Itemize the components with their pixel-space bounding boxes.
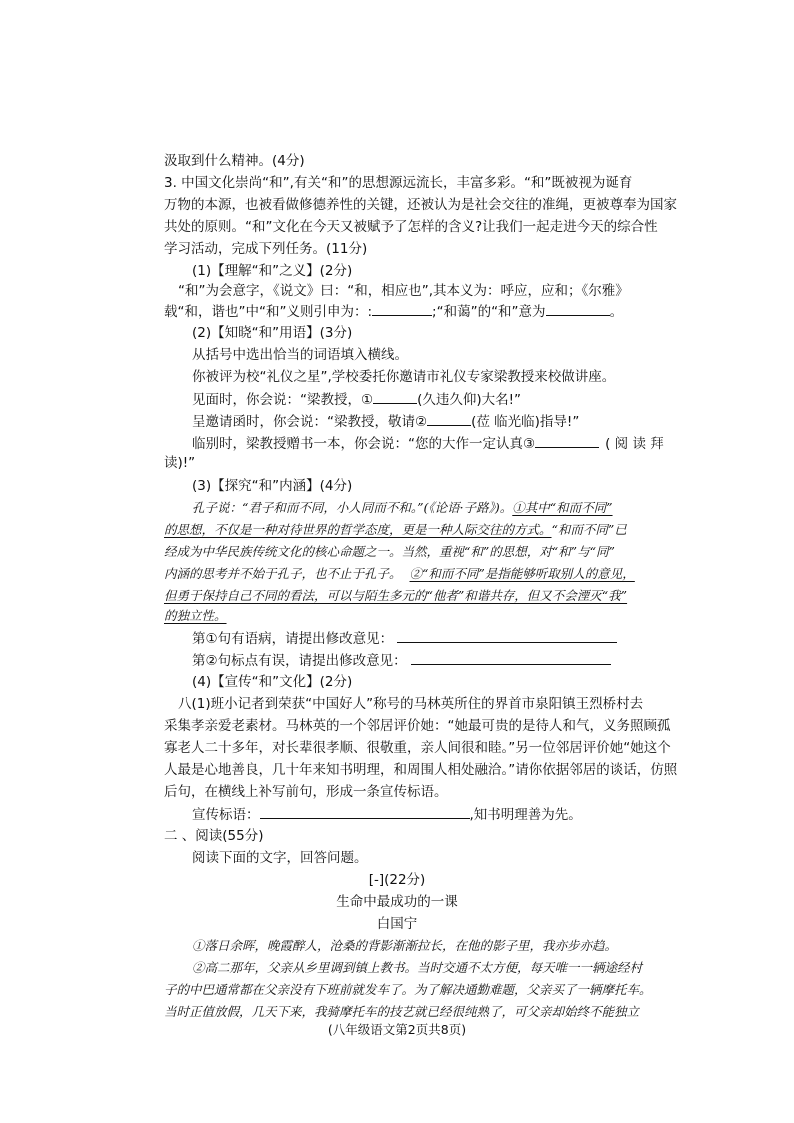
text: 孔子说：“君子和而不同，小人同而不和。”(《论语·子路》)。 [192, 500, 513, 515]
text: (莅 临光临)指导!” [471, 414, 580, 430]
answer-blank[interactable] [427, 411, 471, 426]
line-14 [192, 433, 664, 454]
line-26: 八(1)班小记者到荣获“中国好人”称号的马林英所住的界首市泉阳镇王烈桥村去 [178, 696, 644, 712]
line-23 [192, 628, 617, 649]
sentence-2-underlined: 的独立性。 [164, 608, 227, 623]
text: 。 [609, 304, 624, 320]
line-33: 阅读下面的文字，回答问题。 [192, 850, 368, 866]
text: 第②句标点有误，请提出修改意见： [192, 653, 407, 669]
answer-blank[interactable] [372, 301, 432, 316]
answer-blank[interactable] [260, 804, 470, 819]
sentence-2-underlined: 但勇于保持自己不同的看法，可以与陌生多元的“他者”和谐共存，但又不会湮灭“我” [164, 588, 628, 603]
line-15: 读)!” [164, 455, 196, 471]
passage-title: 生命中最成功的一课 [336, 894, 458, 910]
line-29: 人最是心地善良，几十年来知书明理，和周围人相处融洽。”请你依据邻居的谈话，仿照 [164, 762, 678, 778]
passage-line: 子的中巴通常都在父亲没有下班前就发车了。为了解决通勤难题，父亲买了一辆摩托车。 [164, 982, 652, 997]
sentence-1-underlined: 的思想，不仅是一种对待世界的哲学态度，更是一种人际交往的方式。 [164, 522, 552, 537]
text: (久违久仰)大名!” [417, 392, 522, 408]
passage-author: 白国宁 [376, 916, 418, 932]
passage-line [164, 520, 627, 540]
text: 第①句有语病，请提出修改意见： [192, 631, 394, 647]
answer-blank[interactable] [411, 650, 611, 665]
text: ,知书明理善为先。 [469, 807, 582, 823]
line-07: “和”为会意字，《说文》曰：“和，相应也”,其本义为：呼应，应和；《尔雅》 [178, 283, 629, 299]
passage-line [192, 498, 613, 518]
passage-line: 经成为中华民族传统文化的核心命题之一。当然，重视“和”的思想，对“和”与“同” [164, 544, 615, 559]
section-2-heading: 二 、阅读(55分) [164, 828, 264, 844]
text: “和而不同”已 [551, 522, 627, 537]
text: 见面时，你会说：“梁教授，① [192, 392, 374, 408]
passage-line: ②高二那年，父亲从乡里调到镇上教书。当时交通不太方便，每天唯一一辆途经村 [192, 960, 643, 975]
sentence-2-underlined: ②“和而不同”是指能够听取别人的意见， [409, 566, 635, 581]
line-12 [192, 389, 521, 410]
line-11: 你被评为校“礼仪之星”,学校委托你邀请市礼仪专家梁教授来校做讲座。 [192, 369, 616, 385]
answer-blank[interactable] [546, 301, 610, 316]
text: 宣传标语： [192, 807, 260, 823]
line-24 [192, 650, 611, 671]
task-3-heading: (3)【探究“和”内涵】(4分) [192, 478, 353, 494]
passage-line [164, 564, 635, 584]
answer-blank[interactable] [535, 433, 599, 448]
text: ;“和蔼”的“和”意为 [432, 304, 546, 320]
line-08 [164, 301, 623, 322]
passage-number: [-](22分) [368, 872, 426, 888]
line-13 [192, 411, 579, 432]
line-10: 从括号中选出恰当的词语填入横线。 [192, 347, 408, 363]
line-31 [192, 804, 582, 825]
line-05: 学习活动，完成下列任务。(11分) [164, 241, 368, 257]
page-footer: (八年级语文第2页共8页) [327, 1022, 467, 1037]
passage-line: ①落日余晖，晚霞醉人，沧桑的背影渐渐拉长，在他的影子里，我亦步亦趋。 [192, 938, 618, 953]
text: 呈邀请函时，你会说：“梁教授，敬请② [192, 414, 428, 430]
sentence-1-underlined: ①其中“和而不同” [512, 500, 613, 515]
question-3-intro: 3. 中国文化崇尚“和”,有关“和”的思想源远流长，丰富多彩。“和”既被视为诞育 [164, 175, 633, 191]
task-4-heading: (4)【宣传“和”文化】(2分) [192, 674, 353, 690]
passage-line: 当时正值放假，几天下来，我骑摩托车的技艺就已经很纯熟了，可父亲却始终不能独立 [164, 1004, 640, 1019]
line-01: 汲取到什么精神。(4分) [164, 153, 305, 169]
text: 内涵的思考并不始于孔子，也不止于孔子。 [164, 566, 402, 581]
line-27: 采集孝亲爱老素材。马林英的一个邻居评价她：“她最可贵的是待人和气，义务照顾孤 [164, 718, 671, 734]
line-04: 共处的原则。“和”文化在今天又被赋予了怎样的含义?让我们一起走进今天的综合性 [164, 219, 658, 235]
text: ( 阅 读 拜 [605, 436, 664, 452]
line-28: 寡老人二十多年，对长辈很孝顺、很敬重，亲人间很和睦。”另一位邻居评价她“她这个 [164, 740, 671, 756]
text: 载“和，谐也”中“和”义则引申为：: [164, 304, 373, 320]
answer-blank[interactable] [373, 389, 417, 404]
line-30: 后句，在横线上补写前句，形成一条宣传标语。 [164, 784, 448, 800]
task-2-heading: (2)【知晓“和”用语】(3分) [192, 325, 353, 341]
line-03: 万物的本源，也被看做修德养性的关键，还被认为是社会交往的准绳，更被尊奉为国家 [164, 197, 677, 213]
task-1-heading: (1)【理解“和”之义】(2分) [192, 263, 353, 279]
answer-blank[interactable] [397, 628, 617, 643]
text: 临别时，梁教授赠书一本，你会说：“您的大作一定认真③ [192, 436, 536, 452]
